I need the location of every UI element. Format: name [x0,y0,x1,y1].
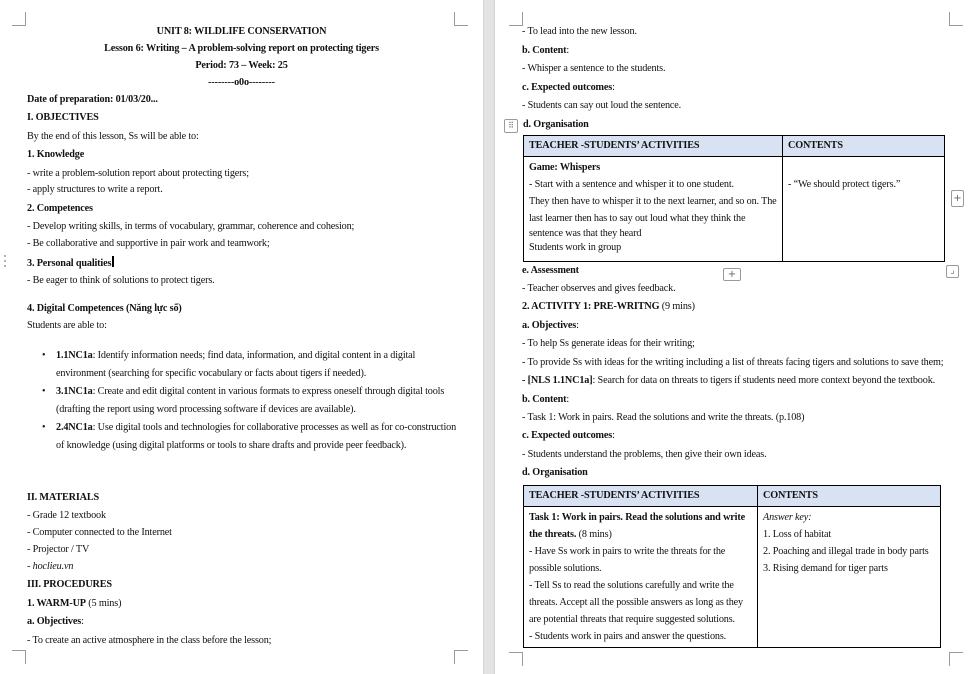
procedures-heading: III. PROCEDURES [27,579,112,590]
activity1-heading: 2. ACTIVITY 1: PRE-WRITNG (9 mins) [522,301,695,312]
list-item: • 3.1NC1a: Create and edit digital content in various formats to express oneself through digital tools (drafting the report using word processing software if devices are available). [42,383,462,418]
warmup-content-item: - Whisper a sentence to the students. [522,63,666,74]
unit-title: UNIT 8: WILDLIFE CONSERVATION [156,26,327,37]
knowledge-heading: 1. Knowledge [27,149,85,160]
activity-line: are potential threats that require suggested solutions. [529,614,735,625]
document-page-left[interactable] [0,0,483,674]
activity1-objectives-item: - To help Ss generate ideas for their writing; [522,338,695,349]
activity-line: possible solutions. [529,563,602,574]
title-separator: --------o0o-------- [208,77,275,88]
table-header-row [524,486,941,507]
warmup-heading: 1. WARM-UP (5 mins) [27,598,122,609]
contents-text: - “We should protect tigers.” [788,179,901,190]
activity1-outcomes-heading: c. Expected outcomes: [522,430,615,441]
answer-item: 2. Poaching and illegal trade in body parts [763,546,929,557]
activity1-objectives-item: - To provide Ss with ideas for the writing including a list of threats facing tigers and solutions to save them; [522,357,944,368]
warmup-organisation-table[interactable] [523,135,945,262]
activity-line: - Tell Ss to read the solutions carefully and write the [529,580,734,591]
objectives-heading: I. OBJECTIVES [27,112,99,123]
digital-competences-list [42,347,462,454]
task-title: Task 1: Work in pairs. Read the solutions and write [529,512,745,523]
lesson-title: Lesson 6: Writing – A problem-solving report on protecting tigers [104,43,379,54]
warmup-objectives-heading: a. Objectives: [27,616,84,627]
document-page-right[interactable] [495,0,979,674]
activity1-content-item: - Task 1: Work in pairs. Read the solutions and write the threats. (p.108) [522,412,805,423]
activity1-outcomes-item: - Students understand the problems, then give their own ideas. [522,449,767,460]
warmup-content-heading: b. Content: [522,45,570,56]
activity-line: - Start with a sentence and whisper it to one student. [529,179,734,190]
answer-item: 3. Rising demand for tiger parts [763,563,888,574]
activity-line: last learner then has to say out loud what they think the [529,213,746,224]
table-resize-handle-icon[interactable]: ⌟ [946,265,959,278]
list-item: • 1.1NC1a: Identify information needs; find data, information, and digital content in a digital environment (searching for specific vocabulary or facts about tigers if needed). [42,347,462,382]
objectives-intro: By the end of this lesson, Ss will be able to: [27,131,199,142]
table-header-row [524,136,945,157]
margin-corner-mark [509,652,523,666]
margin-corner-mark [949,652,963,666]
table-header-cell: TEACHER -STUDENTS’ ACTIVITIES [524,486,758,507]
activity-line: sentence was that they heard [529,228,642,239]
margin-corner-mark [454,650,468,664]
text-cursor [112,256,114,267]
digital-competences-heading: 4. Digital Competences (Năng lực số) [27,303,182,314]
competences-item: - Develop writing skills, in terms of vocabulary, grammar, coherence and cohesion; [27,221,355,232]
contents-cell[interactable] [758,507,941,648]
table-row [524,157,945,262]
activities-cell[interactable] [524,507,758,648]
activity1-content-heading: b. Content: [522,394,570,405]
table-row [524,507,941,648]
materials-item: - Projector / TV [27,544,90,555]
period-week: Period: 73 – Week: 25 [195,60,288,71]
activity-line: - Students work in pairs and answer the questions. [529,631,727,642]
activity1-nls-item: - [NLS 1.1NC1a]: Search for data on threats to tigers if students need more context beyond the textbook. [522,375,936,386]
page-gap [483,0,495,674]
competences-heading: 2. Competences [27,203,93,214]
contents-cell[interactable] [783,157,945,262]
activity1-objectives-heading: a. Objectives: [522,320,579,331]
materials-item: - Computer connected to the Internet [27,527,172,538]
answer-item: 1. Loss of habitat [763,529,832,540]
personal-qualities-item: - Be eager to think of solutions to protect tigers. [27,275,215,286]
activity1-organisation-heading: d. Organisation [522,467,588,478]
assessment-item: - Teacher observes and gives feedback. [522,283,676,294]
activity-line: - Have Ss work in pairs to write the threats for the [529,546,726,557]
activity-line: threats. Accept all the possible answers as long as they [529,597,743,608]
activities-cell[interactable] [524,157,783,262]
personal-qualities-heading[interactable]: 3. Personal qualities [27,256,114,270]
add-column-icon[interactable]: + [951,190,964,207]
warmup-objectives-item: - To create an active atmosphere in the class before the lesson; [27,635,272,646]
table-header-cell: CONTENTS [783,136,945,157]
knowledge-item: - apply structures to write a report. [27,184,163,195]
margin-corner-mark [12,12,26,26]
materials-heading: II. MATERIALS [27,492,100,503]
materials-item-link: - hoclieu.vn [27,561,74,572]
warmup-outcomes-item: - Students can say out loud the sentence. [522,100,682,111]
paragraph-drag-handle-icon[interactable] [3,255,7,271]
table-header-cell: CONTENTS [758,486,941,507]
activity1-organisation-table[interactable] [523,485,941,648]
warmup-organisation-heading: d. Organisation [523,119,589,130]
knowledge-item: - write a problem-solution report about protecting tigers; [27,168,249,179]
task-title: the threats. (8 mins) [529,529,612,540]
digital-competences-intro: Students are able to: [27,320,107,331]
assessment-heading: e. Assessment [522,265,579,276]
margin-corner-mark [949,12,963,26]
table-header-cell: TEACHER -STUDENTS’ ACTIVITIES [524,136,783,157]
activity-line: Students work in group [529,242,622,253]
activity-title: Game: Whispers [529,162,601,173]
materials-item: - Grade 12 textbook [27,510,106,521]
margin-corner-mark [509,12,523,26]
margin-corner-mark [12,650,26,664]
answer-key-label: Answer key: [763,512,812,523]
margin-corner-mark [454,12,468,26]
competences-item: - Be collaborative and supportive in pair work and teamwork; [27,238,270,249]
add-row-icon[interactable]: + [723,268,741,281]
date-of-preparation: Date of preparation: 01/03/20... [27,94,158,105]
warmup-outcomes-heading: c. Expected outcomes: [522,82,615,93]
table-move-handle-icon[interactable]: ⠿ [504,119,518,133]
list-item: • 2.4NC1a: Use digital tools and technologies for collaborative processes as well as for co-construction of knowledge (using digital platforms or tools to share drafts and provide peer feedback). [42,419,462,454]
activity-line: They then have to whisper it to the next learner, and so on. The [529,196,777,207]
warmup-objectives-item: - To lead into the new lesson. [522,26,637,37]
hoclieu-link[interactable]: hoclieu.vn [32,561,74,572]
